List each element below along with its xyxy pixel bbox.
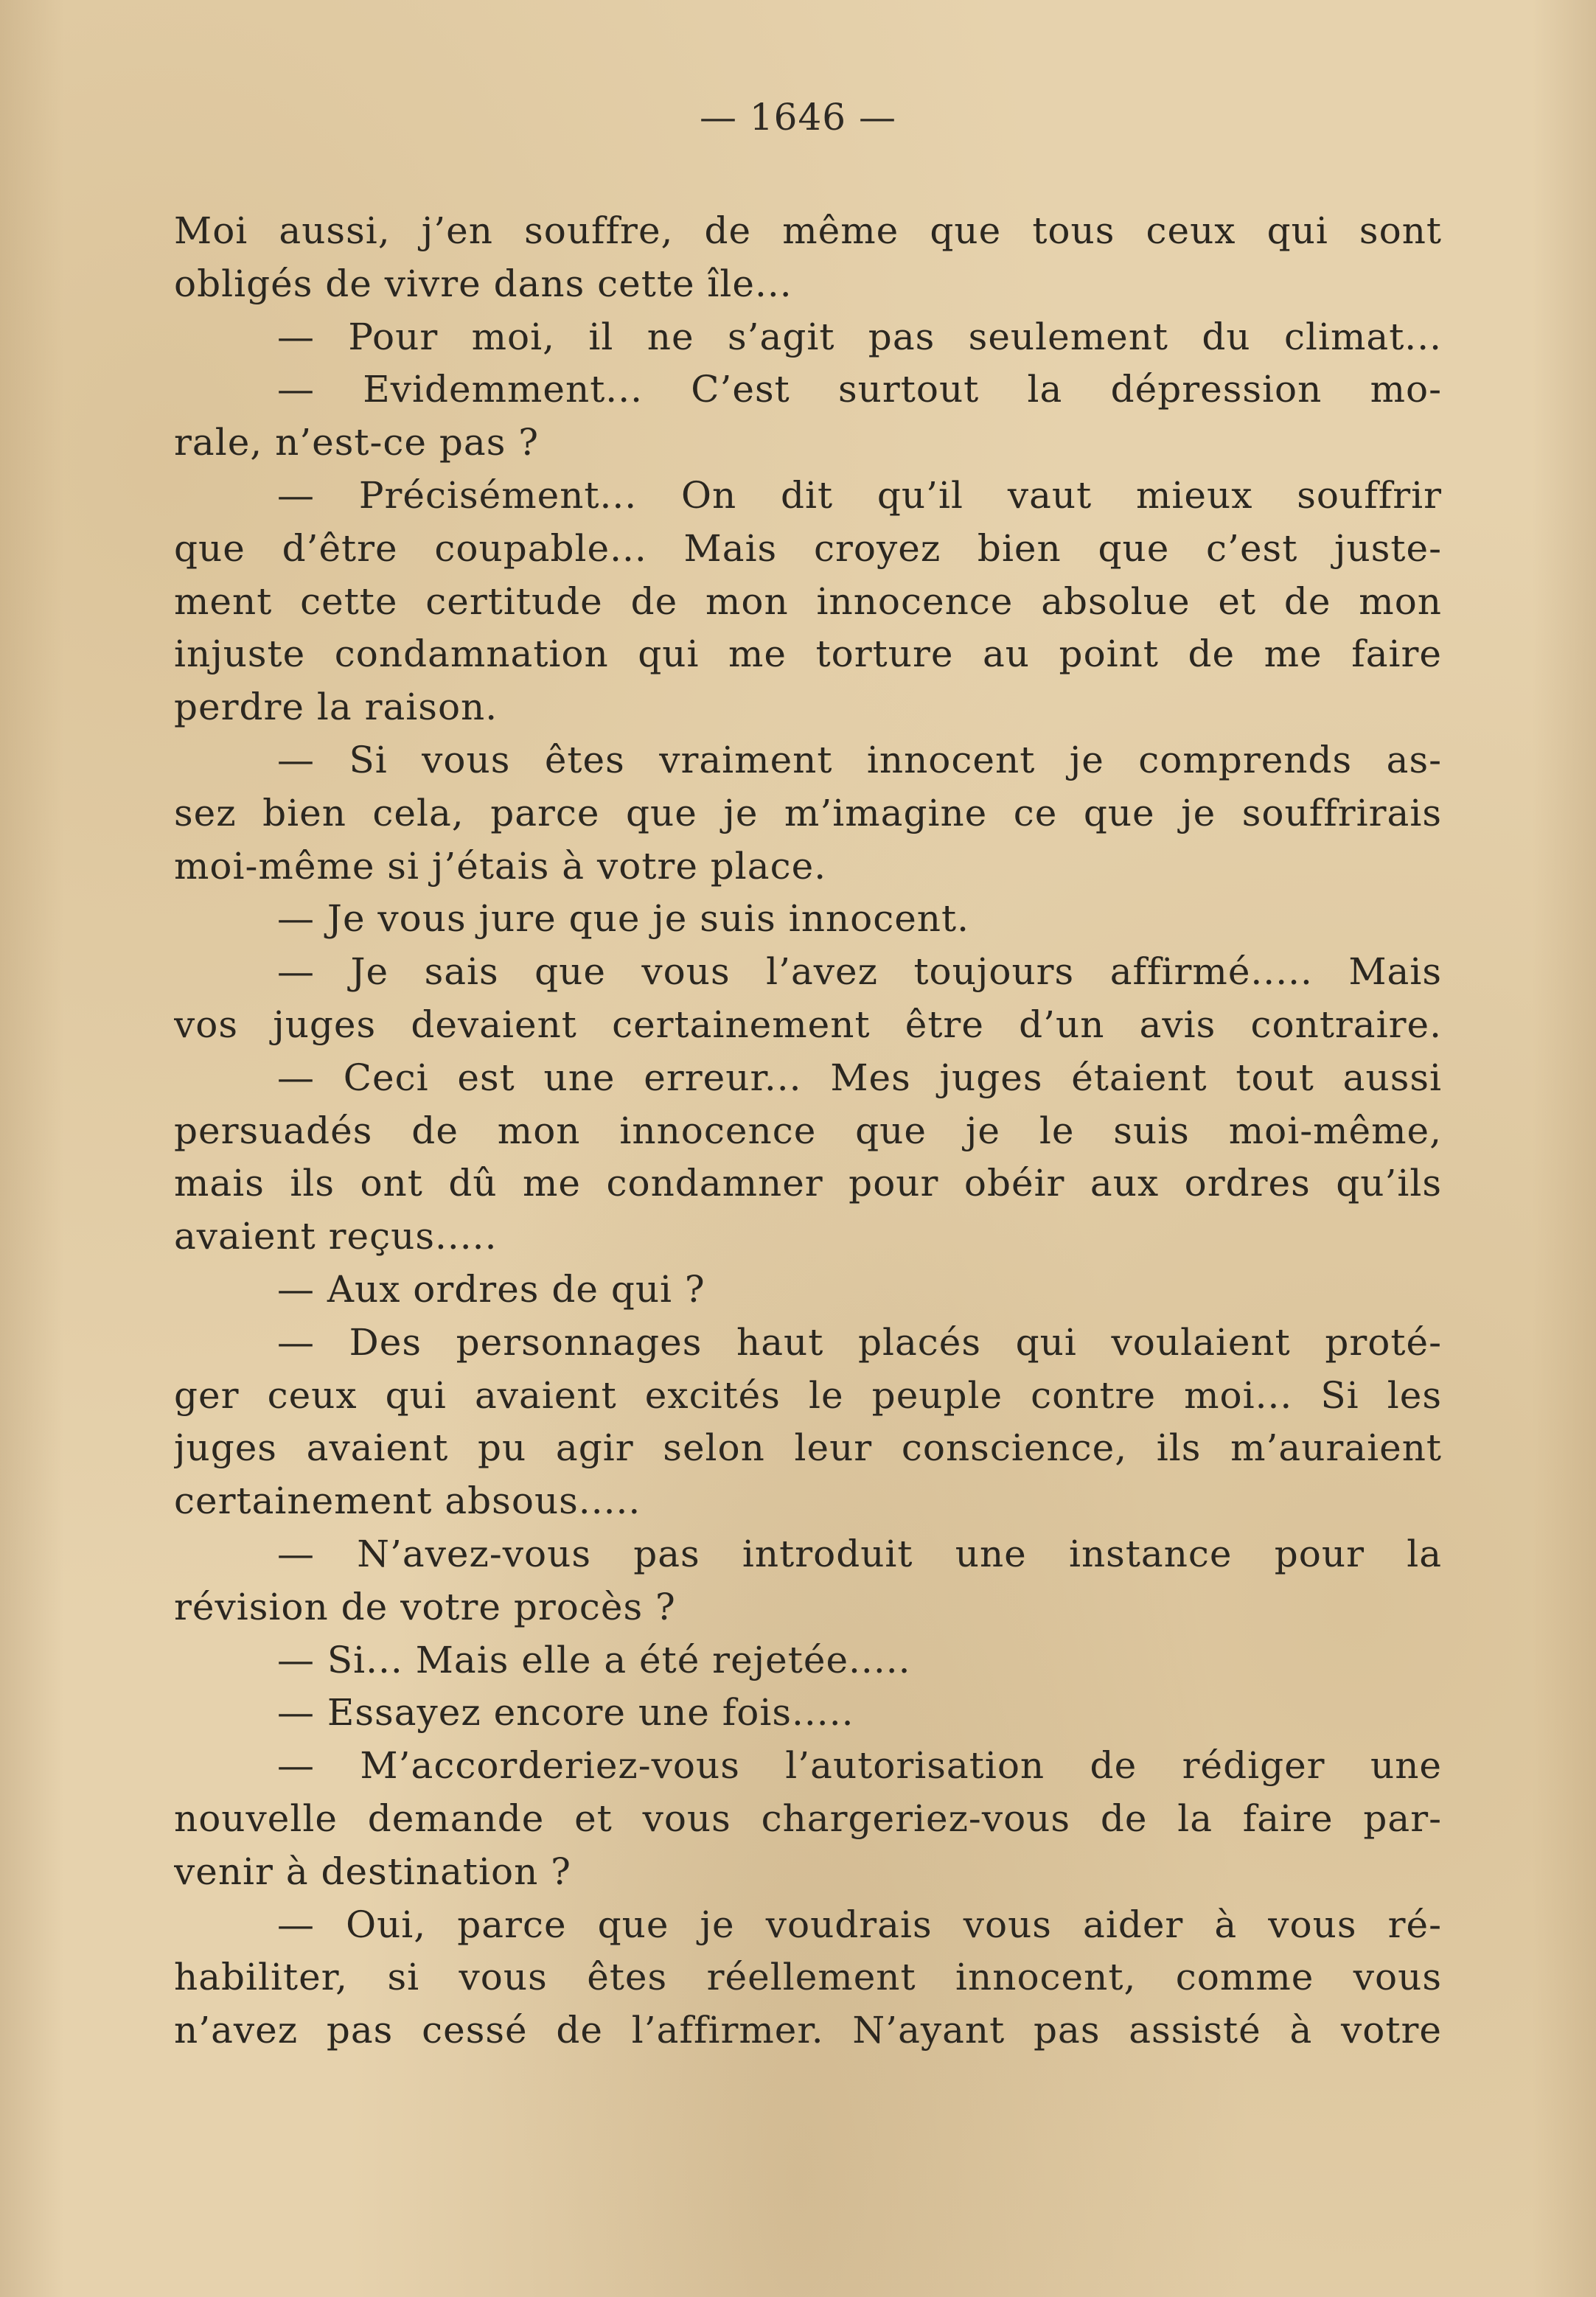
text-line: — Aux ordres de qui ? bbox=[277, 1267, 705, 1311]
text-line: obligés de vivre dans cette île... bbox=[174, 262, 792, 305]
text-line: avaient reçus..... bbox=[174, 1215, 498, 1258]
text-line: — Je sais que vous l’avez toujours affirmé..... Mais bbox=[277, 950, 1442, 994]
text-line: rale, n’est-ce pas ? bbox=[174, 421, 540, 464]
text-line: moi-même si j’étais à votre place. bbox=[174, 844, 827, 888]
text-line: révision de votre procès ? bbox=[174, 1585, 676, 1628]
text-line: n’avez pas cessé de l’affirmer. N’ayant pas assisté à votre bbox=[174, 2009, 1442, 2052]
text-line: — Si vous êtes vraiment innocent je comprends as- bbox=[277, 738, 1442, 781]
text-line: — Précisément... On dit qu’il vaut mieux souffrir bbox=[277, 473, 1442, 517]
text-line: — N’avez-vous pas introduit une instance pour la bbox=[277, 1532, 1442, 1575]
text-line: venir à destination ? bbox=[174, 1850, 571, 1893]
text-line: nouvelle demande et vous chargeriez-vous de la faire par- bbox=[174, 1796, 1442, 1840]
text-line: juges avaient pu agir selon leur conscience, ils m’auraient bbox=[174, 1426, 1442, 1470]
text-line: — Essayez encore une fois..... bbox=[277, 1691, 854, 1735]
text-line: perdre la raison. bbox=[174, 686, 498, 729]
text-line: ger ceux qui avaient excités le peuple contre moi... Si les bbox=[174, 1373, 1442, 1417]
text-line: — Evidemment... C’est surtout la dépression mo- bbox=[277, 368, 1442, 411]
text-line: — Ceci est une erreur... Mes juges étaient tout aussi bbox=[277, 1056, 1442, 1099]
text-line: sez bien cela, parce que je m’imagine ce que je souffrirais bbox=[174, 791, 1442, 834]
text-line: persuadés de mon innocence que je le suis moi-même, bbox=[174, 1109, 1442, 1152]
text-line: Moi aussi, j’en souffre, de même que tous ceux qui sont bbox=[174, 209, 1442, 252]
text-line: — Oui, parce que je voudrais vous aider à vous ré- bbox=[277, 1903, 1442, 1946]
text-line: mais ils ont dû me condamner pour obéir aux ordres qu’ils bbox=[174, 1162, 1442, 1205]
text-line: — Je vous jure que je suis innocent. bbox=[277, 897, 969, 941]
text-line: que d’être coupable... Mais croyez bien que c’est juste- bbox=[174, 526, 1442, 570]
text-line: certainement absous..... bbox=[174, 1479, 641, 1523]
text-line: — M’accorderiez-vous l’autorisation de rédiger une bbox=[277, 1744, 1442, 1788]
text-line: ment cette certitude de mon innocence absolue et de mon bbox=[174, 579, 1442, 623]
text-line: — Des personnages haut placés qui voulaient proté- bbox=[277, 1320, 1442, 1364]
text-line: injuste condamnation qui me torture au point de me faire bbox=[174, 632, 1442, 676]
text-line: — Pour moi, il ne s’agit pas seulement du climat... bbox=[277, 315, 1442, 358]
text-line: vos juges devaient certainement être d’un avis contraire. bbox=[174, 1003, 1442, 1046]
page-number: — 1646 — bbox=[699, 96, 897, 139]
body-text bbox=[174, 205, 1442, 2057]
text-line: — Si... Mais elle a été rejetée..... bbox=[277, 1638, 911, 1681]
text-line: habiliter, si vous êtes réellement innocent, comme vous bbox=[174, 1956, 1442, 1999]
